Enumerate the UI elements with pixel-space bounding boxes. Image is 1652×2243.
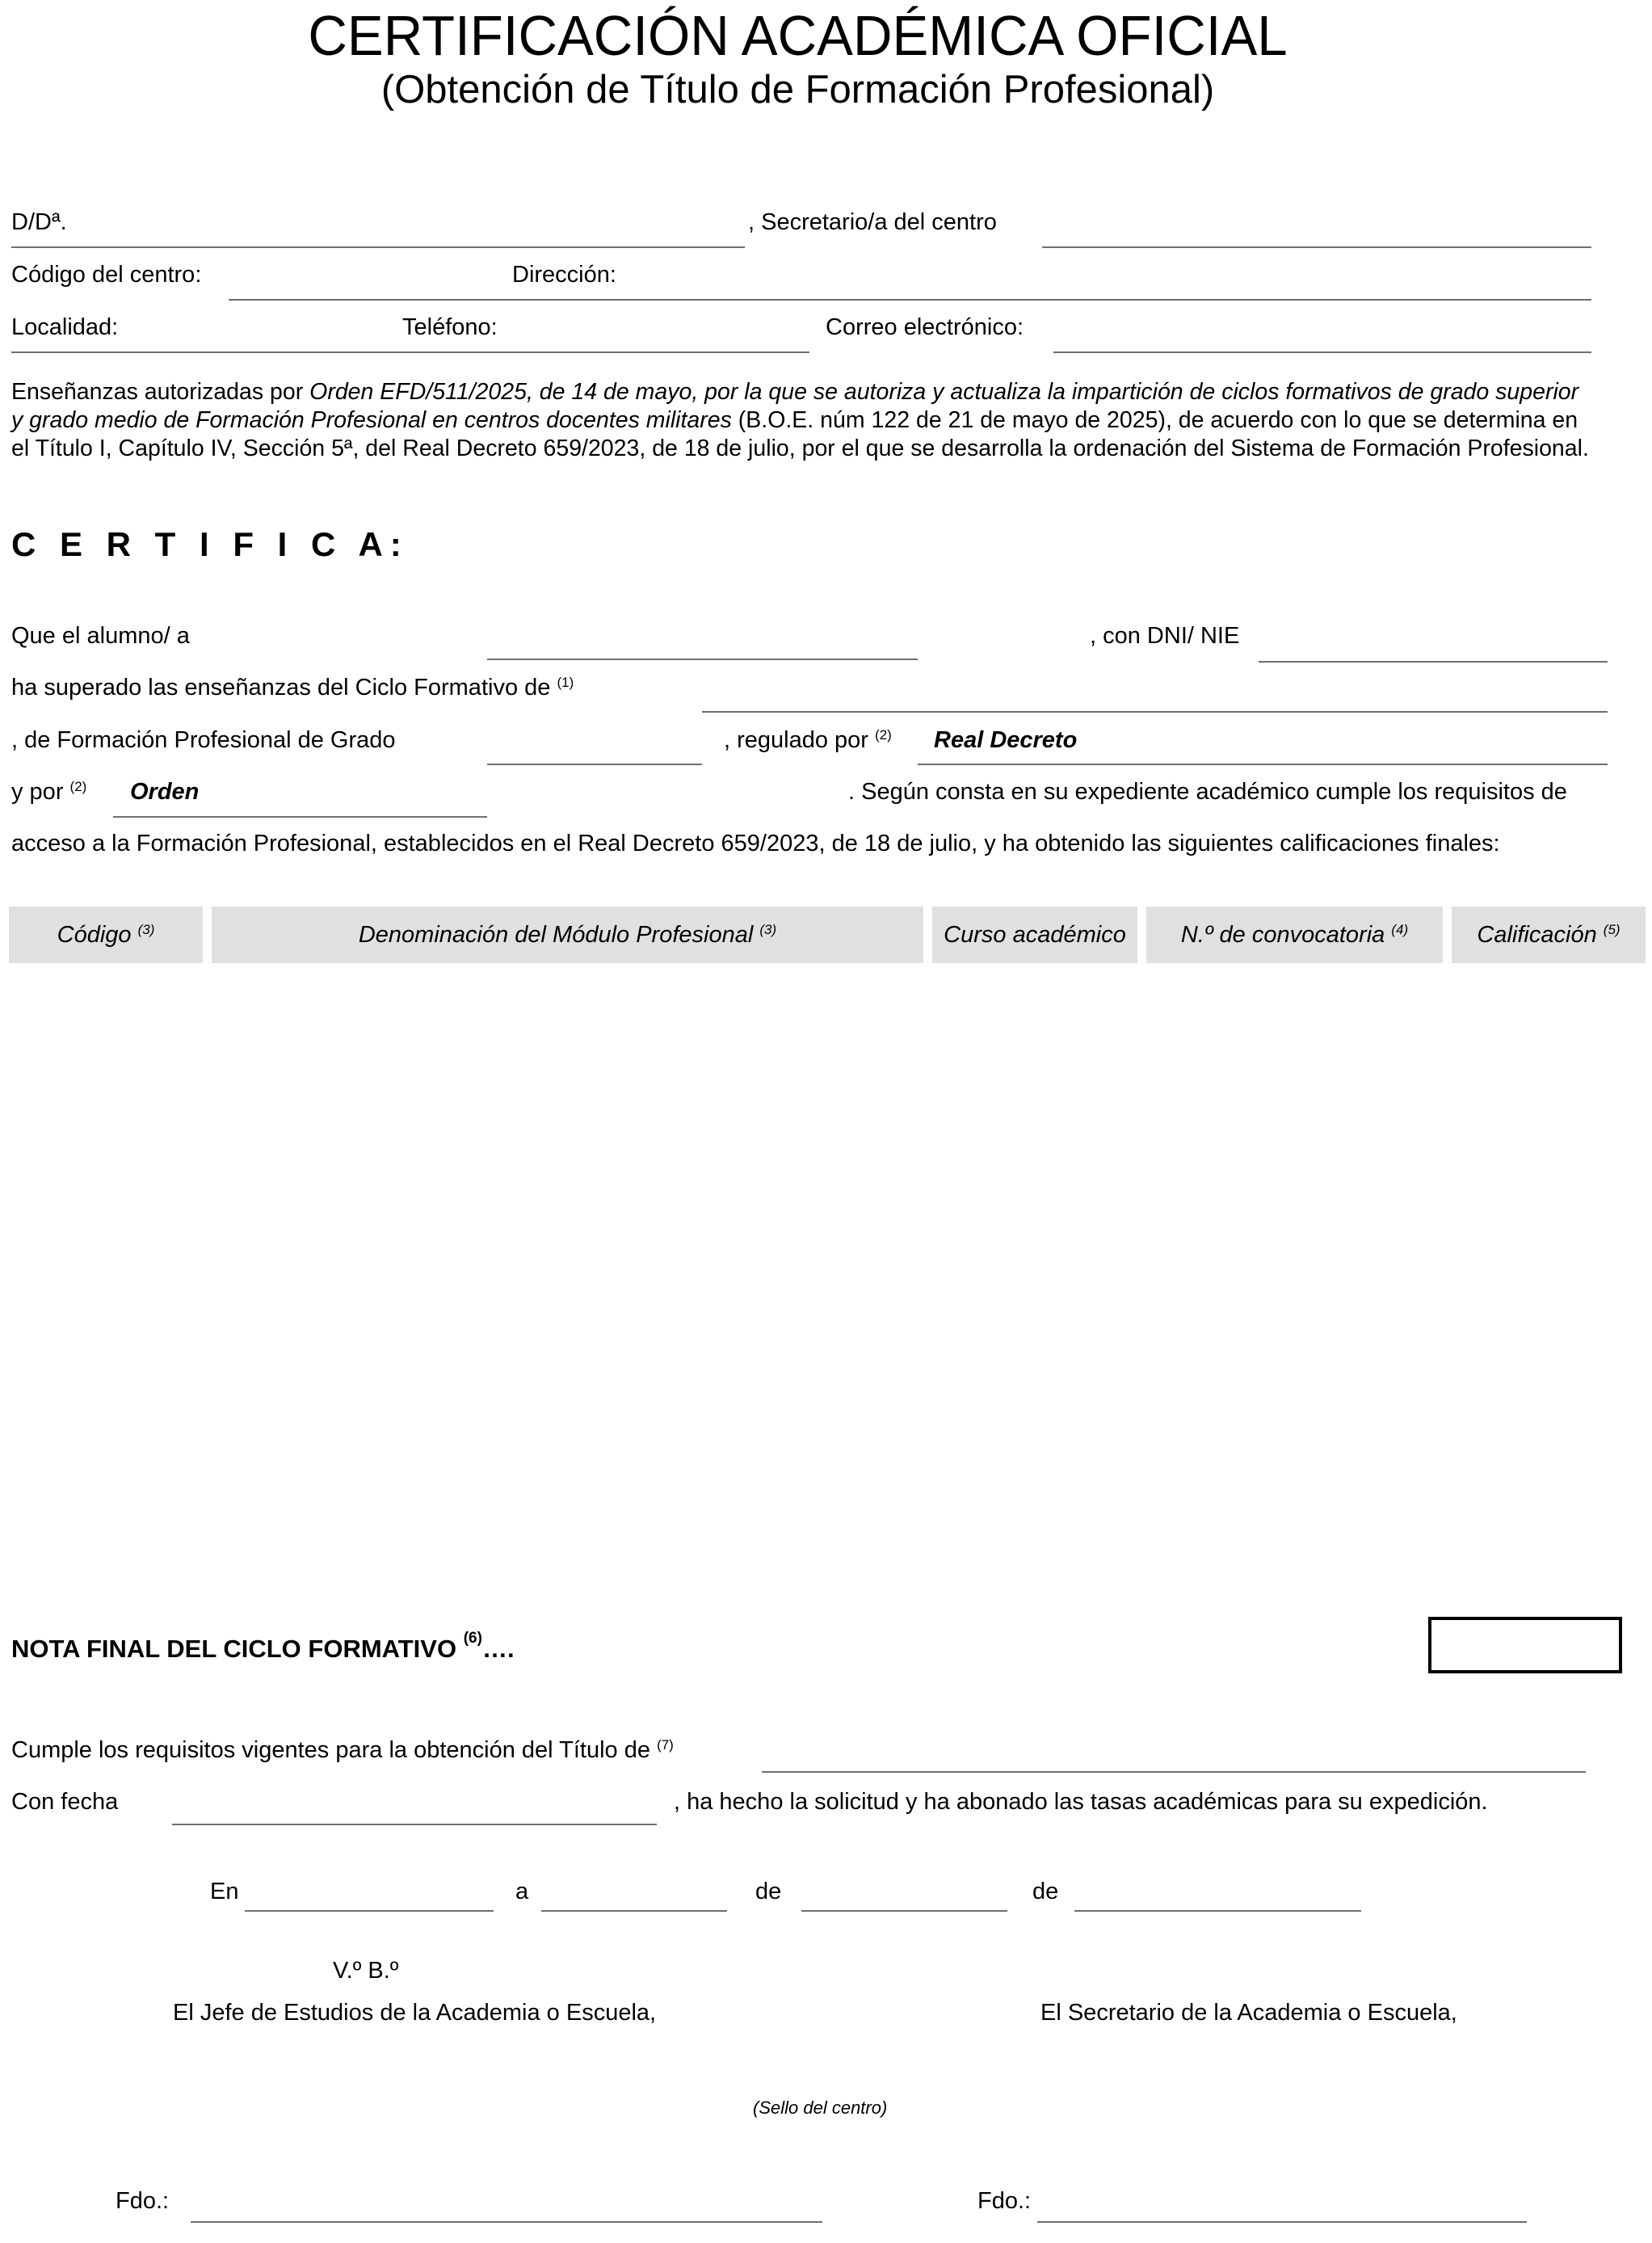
day-field[interactable] bbox=[541, 1910, 727, 1912]
regulado-label-text: , regulado por bbox=[724, 727, 868, 753]
fdo-right-field[interactable] bbox=[1037, 2221, 1527, 2223]
codigo-centro-label: Código del centro: bbox=[11, 262, 202, 288]
fdo-left-label: Fdo.: bbox=[116, 2188, 170, 2214]
de-label-2: de bbox=[1032, 1879, 1059, 1904]
ciclo-label-text: ha superado las enseñanzas del Ciclo Formativo de bbox=[11, 675, 551, 701]
dda-field[interactable] bbox=[11, 246, 745, 248]
nota-final-text: NOTA FINAL DEL CICLO FORMATIVO bbox=[11, 1635, 457, 1663]
legal-text-orden: Orden EFD/511/2025, de 14 de mayo, por la que se autoriza y actualiza la impartición de ciclos formativos de grado superior y grado medio de Formación Profesional en centros docentes militares bbox=[11, 379, 1579, 433]
alumno-field[interactable] bbox=[487, 659, 918, 660]
confecha-field[interactable] bbox=[172, 1824, 657, 1825]
alumno-label: Que el alumno/ a bbox=[11, 623, 190, 649]
column-label-curso: Curso académico bbox=[944, 921, 1126, 948]
correo-label: Correo electrónico: bbox=[826, 314, 1024, 340]
localidad-label: Localidad: bbox=[11, 314, 119, 340]
nota-final-ellipsis: …. bbox=[481, 1635, 515, 1663]
acceso-text: acceso a la Formación Profesional, establecidos en el Real Decreto 659/2023, de 18 de julio, y ha obtenido las siguientes calificaciones finales: bbox=[11, 831, 1500, 856]
direccion-label: Dirección: bbox=[512, 262, 616, 288]
note-ref-2a: (2) bbox=[875, 727, 892, 743]
document-subtitle: (Obtención de Título de Formación Profesional) bbox=[380, 68, 1215, 112]
secretario-label: , Secretario/a del centro bbox=[748, 209, 997, 235]
regulado-label bbox=[724, 726, 892, 754]
note-ref-6: (6) bbox=[463, 1630, 482, 1647]
column-header-denominacion bbox=[212, 907, 923, 963]
nota-final-label bbox=[11, 1630, 515, 1664]
vobo-label: V.º B.º bbox=[333, 1958, 399, 1984]
solicitud-text: , ha hecho la solicitud y ha abonado las tasas académicas para su expedición. bbox=[674, 1789, 1488, 1815]
en-label: En bbox=[210, 1879, 239, 1904]
place-field[interactable] bbox=[245, 1910, 494, 1912]
ciclo-label bbox=[11, 674, 574, 701]
note-ref-1: (1) bbox=[557, 675, 574, 690]
a-label: a bbox=[515, 1879, 529, 1904]
secretario-academia-label: El Secretario de la Academia o Escuela, bbox=[1040, 2000, 1457, 2026]
column-label-convocatoria: N.º de convocatoria bbox=[1180, 921, 1385, 948]
legal-text-intro: Enseñanzas autorizadas por bbox=[11, 379, 310, 405]
jefe-estudios-label: El Jefe de Estudios de la Academia o Escuela, bbox=[173, 2000, 657, 2026]
codigo-direccion-field[interactable] bbox=[229, 299, 1591, 301]
ciclo-field[interactable] bbox=[702, 711, 1608, 713]
grades-table-body bbox=[9, 970, 1646, 1584]
dni-label: , con DNI/ NIE bbox=[1090, 623, 1240, 649]
note-ref-4: (4) bbox=[1391, 922, 1409, 937]
telefono-label: Teléfono: bbox=[402, 314, 498, 340]
dda-label: D/Dª. bbox=[11, 209, 67, 235]
de-label-1: de bbox=[755, 1879, 782, 1904]
fdo-left-field[interactable] bbox=[191, 2221, 822, 2223]
certifica-heading: C E R T I F I C A: bbox=[11, 525, 409, 563]
cumple-label bbox=[11, 1736, 674, 1764]
column-label-codigo: Código bbox=[57, 921, 132, 948]
grado-label: , de Formación Profesional de Grado bbox=[11, 727, 396, 753]
dni-field[interactable] bbox=[1259, 661, 1608, 663]
titulo-field[interactable] bbox=[762, 1771, 1586, 1773]
legal-text-rest: (B.O.E. núm 122 de 21 de mayo de 2025), de acuerdo con lo que se determina en el Título I, Capítulo IV, Sección 5ª, del Real Decreto 659/2023, de 18 de julio, por el que se desarrolla la ordenación del Sistema de Formación Profesional. bbox=[11, 407, 1589, 461]
orden-value[interactable]: Orden bbox=[130, 779, 200, 805]
orden-field[interactable] bbox=[113, 816, 487, 818]
localidad-telefono-field[interactable] bbox=[11, 351, 809, 353]
column-header-calificacion bbox=[1452, 907, 1646, 963]
legal-paragraph bbox=[11, 378, 1595, 463]
year-field[interactable] bbox=[1074, 1910, 1361, 1912]
column-label-denominacion: Denominación del Módulo Profesional bbox=[358, 921, 754, 948]
note-ref-3a: (3) bbox=[137, 922, 155, 937]
sello-centro-label: (Sello del centro) bbox=[753, 2098, 888, 2118]
correo-field[interactable] bbox=[1053, 351, 1591, 353]
month-field[interactable] bbox=[801, 1910, 1007, 1912]
ypor-label bbox=[11, 778, 86, 806]
note-ref-2b: (2) bbox=[69, 779, 87, 794]
real-decreto-field[interactable] bbox=[918, 764, 1608, 765]
column-header-curso bbox=[932, 907, 1137, 963]
document-title: CERTIFICACIÓN ACADÉMICA OFICIAL bbox=[308, 4, 1288, 67]
nota-final-box[interactable] bbox=[1428, 1617, 1622, 1673]
real-decreto-value[interactable]: Real Decreto bbox=[934, 727, 1078, 753]
note-ref-3b: (3) bbox=[759, 922, 777, 937]
column-header-convocatoria bbox=[1146, 907, 1443, 963]
cumple-label-text: Cumple los requisitos vigentes para la obtención del Título de bbox=[11, 1737, 650, 1763]
confecha-label: Con fecha bbox=[11, 1789, 119, 1815]
grado-field[interactable] bbox=[487, 764, 702, 765]
ypor-label-text: y por bbox=[11, 779, 64, 805]
column-label-calificacion: Calificación bbox=[1477, 921, 1597, 948]
fdo-right-label: Fdo.: bbox=[977, 2188, 1032, 2214]
column-header-codigo bbox=[9, 907, 203, 963]
note-ref-5: (5) bbox=[1603, 922, 1620, 937]
note-ref-7: (7) bbox=[657, 1737, 674, 1753]
segun-text: . Según consta en su expediente académico cumple los requisitos de bbox=[848, 779, 1567, 805]
secretario-center-field[interactable] bbox=[1042, 246, 1591, 248]
